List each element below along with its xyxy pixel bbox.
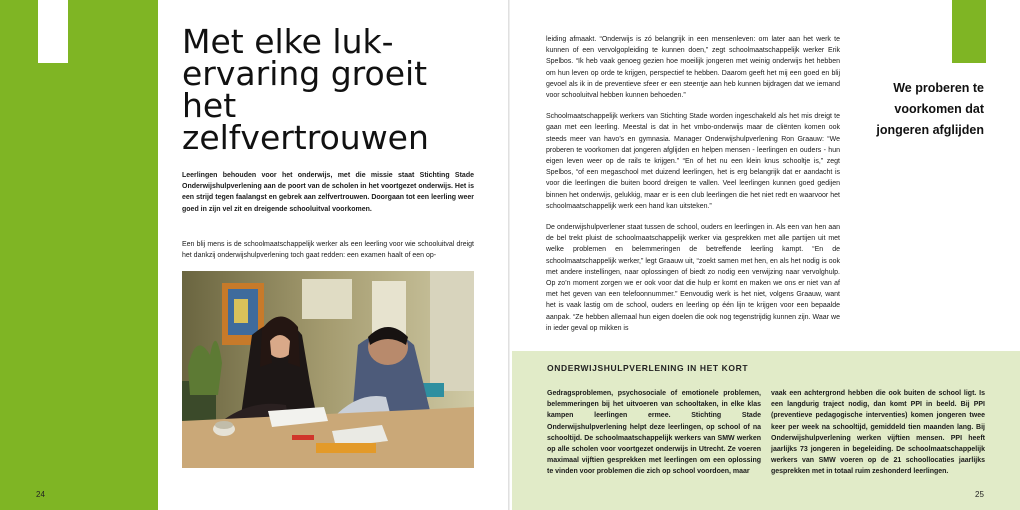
- green-side-band: [0, 0, 158, 510]
- body-paragraph: leiding afmaakt. “Onderwijs is zó belangrijk in een mensenleven: om later aan het werk te kunnen of een vervolgopleiding te kunnen doen,” zegt schoolmaatschappelijk werker Erik Spelbos. “Ik heb vaak genoeg gezien hoe moeilijk jongeren met weinig onderwijs het hebben om hun leven op orde te krijgen, perspectief te hebben. Daarom geeft het mij een goed en blij gevoel als ik in de preventieve sfeer er een steentje aan heb kunnen bijdragen dat we iemand voor schooluitval hebben kunnen behoeden.”: [546, 36, 840, 100]
- body-paragraph: De onderwijshulpverlener staat tussen de school, ouders en leerlingen in. Als een van hen aan de bel trekt pluist de schoolmaatschappelijk werker via gesprekken met alle partijen uit met welke problemen en belemmeringen de betreffende leerling kampt. “En de schoolmaatschappelijk werker,” legt Graauw uit, “zoekt samen met hen, en als het nodig is ook met andere instellingen, naar oplossingen of biedt zo nodig een verwijzing naar vervolghulp. Op zo’n moment zorgen we er ook voor dat die hulp er komt en maken we ons er niet van af met het geven van een telefoonnummer.” Eenvoudig werk is het niet, volgens Graauw, want het is vaak lastig om de school, ouders en leerling op één lijn te krijgen voor een bepaalde aanpak. “Ze hebben allemaal hun eigen doelen die ook nog tegenstrijdig kunnen zijn. Waar we in ieder geval op mikken is: [546, 224, 840, 332]
- page-number-left: 24: [36, 490, 45, 499]
- info-box-title: ONDERWIJSHULPVERLENING IN HET KORT: [547, 363, 749, 373]
- green-tab-marker: [952, 0, 986, 63]
- body-text-right: [546, 34, 840, 344]
- body-text-left: Een blij mens is de schoolmaatschappelijk werker als een leerling voor wie schooluitval dreigt het dankzij onderwijshulpverlening toch gaat redden: een examen haalt of een op-: [182, 241, 474, 260]
- pull-quote: We proberen te voorkomen dat jongeren afglijden: [876, 81, 984, 137]
- page-number-right: 25: [975, 490, 984, 499]
- article-headline: Met elke luk-ervaring groeit het zelfvertrouwen: [182, 22, 429, 157]
- photo-illustration: [182, 271, 474, 468]
- white-tab-marker: [38, 0, 68, 63]
- article-intro: Leerlingen behouden voor het onderwijs, met die missie staat Stichting Stade Onderwijshulpverlening aan de poort van de scholen in het voortgezet onderwijs. Het is een strijd tegen faalangst en gebrek aan zelfvertrouwen. Doorgaan tot een leerling weer goed in zijn vel zit en dreigende schooluitval voorkomen.: [182, 172, 474, 213]
- body-paragraph: Schoolmaatschappelijk werkers van Stichting Stade worden ingeschakeld als het mis dreigt te gaan met een leerling. Meestal is dat in het vmbo-onderwijs maar de cliënten komen ook steeds meer van havo’s en gymnasia. Manager Onderwijshulpverlening Ron Graauw: “We proberen te voorkomen dat jongeren afglijden en helpen mensen - leerlingen en ouders - hun eigen leven weer op de rails te krijgen.” “En of het nu een klein knus schooltje is,” zegt Spelbos, “of een megaschool met duizend leerlingen, het is erg belangrijk dat er aandacht is voor die leerlingen die buiten boord dreigen te vallen. Veel leerlingen kunnen goed gedijen binnen het onderwijs, gelukkig, maar er is een club leerlingen die het niet redt en waarvoor het schoolmaatschappelijk werk een hand kan uitsteken.”: [546, 113, 840, 210]
- info-box-column-1: Gedragsproblemen, psychosociale of emotionele problemen, belemmeringen bij het uitvoeren van schooltaken, in elke klas kampen leerlingen ermee. Stichting Stade Onderwijshulpverlening helpt deze leerlingen, op school of na schooltijd. De schoolmaatschappelijk werkers van SMW werken op alle scholen voor voortgezet onderwijs in Utrecht. Ze voeren maximaal vijftien gesprekken met leerlingen om een oplossing te vinden voor problemen die zich op school voordoen, maar: [547, 390, 761, 476]
- info-box-column-2: vaak een achtergrond hebben die ook buiten de school ligt. Is een langdurig traject nodig, dan komt PPI in beeld. Bij PPI (preventieve pedagogische interventies) komen jongeren twee keer per week na schooltijd, gemiddeld tien maanden lang. Bij Onderwijshulpverlening werken vijftien mensen. PPI heeft jaarlijks 73 jongeren in begeleiding. De schoolmaatschappelijk werkers van SMW voeren op de 21 schoollocaties jaarlijks gesprekken met in totaal ruim zeshonderd leerlingen.: [771, 390, 985, 476]
- article-photo: [182, 271, 474, 468]
